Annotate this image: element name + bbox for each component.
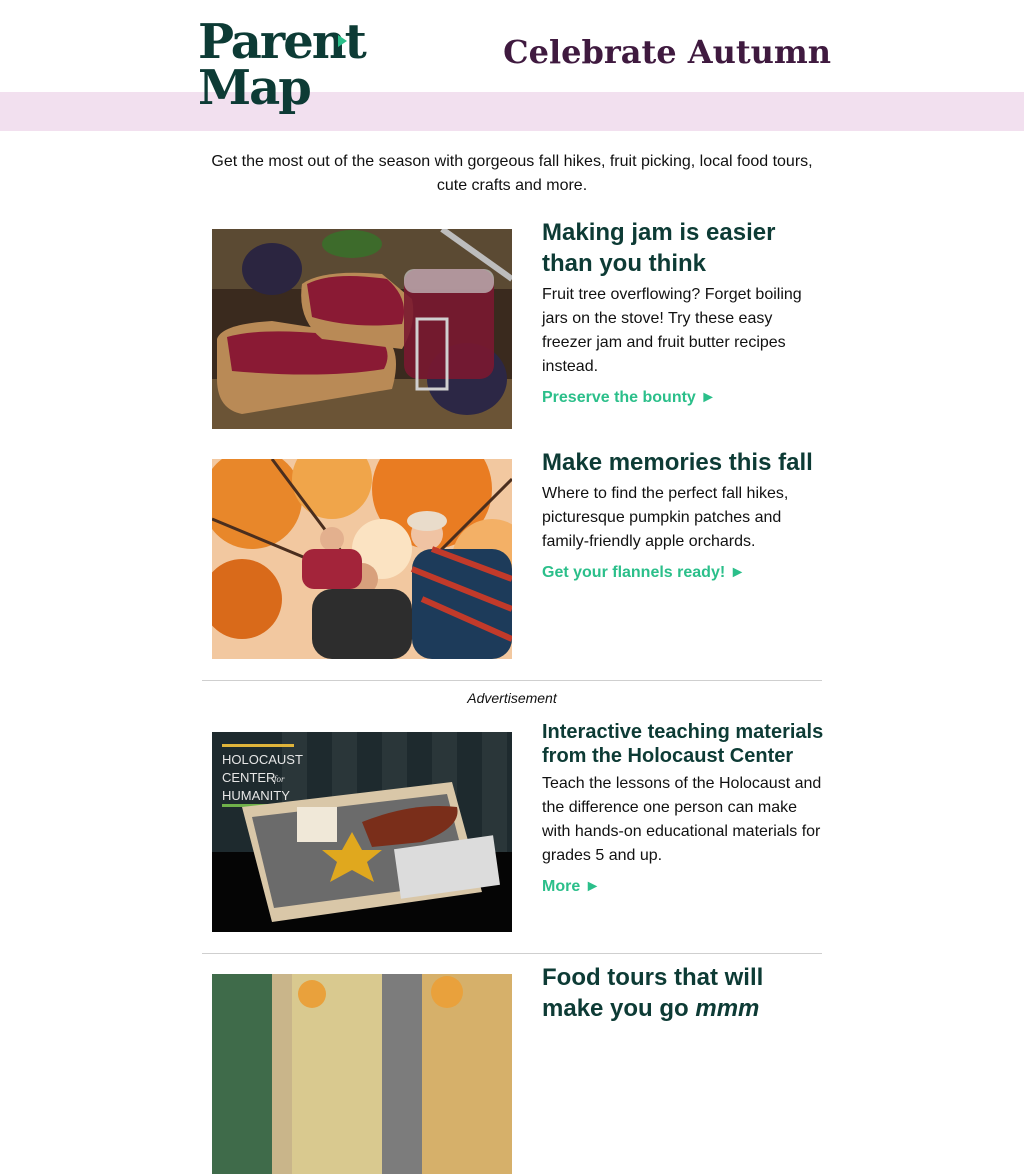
divider <box>202 680 822 681</box>
article-description: Where to find the perfect fall hikes, picturesque pumpkin patches and family-friendly apple orchards. <box>542 485 789 550</box>
jam-image[interactable] <box>212 229 512 429</box>
article-title[interactable] <box>542 962 826 1024</box>
article-description: Teach the lessons of the Holocaust and the difference one person can make with hands-on educational materials for grades 5 and up. <box>542 775 822 864</box>
logo-text-holocaust: HOLOCAUST <box>222 752 303 767</box>
logo-play-icon <box>338 35 347 47</box>
advertisement-label: Advertisement <box>467 690 557 706</box>
more-link[interactable]: More ► <box>542 878 601 895</box>
article-title[interactable]: Make memories this fall <box>542 449 813 476</box>
logo-text-humanity: HUMANITY <box>222 788 290 803</box>
logo-text-for: for <box>274 774 285 784</box>
page-headline: Celebrate Autumn <box>503 33 831 71</box>
logo-word-map: Map <box>198 60 310 116</box>
food-tour-image[interactable] <box>212 974 512 1174</box>
article-description: Fruit tree overflowing? Forget boiling jars on the stove! Try these easy freezer jam and fruit butter recipes instead. <box>542 286 802 375</box>
article-title[interactable]: Making jam is easier than you think <box>542 219 776 277</box>
divider <box>202 953 822 954</box>
holocaust-center-image[interactable] <box>212 732 512 932</box>
article-title-emphasis: mmm <box>695 995 760 1022</box>
logo-text-center: CENTER <box>222 770 276 785</box>
article-title[interactable]: Interactive teaching materials from the Holocaust Center <box>542 721 824 767</box>
intro-text: Get the most out of the season with gorgeous fall hikes, fruit picking, local food tours, cute crafts and more. <box>211 153 813 194</box>
parentmap-logo[interactable] <box>198 14 365 124</box>
preserve-bounty-link[interactable]: Preserve the bounty ► <box>542 389 717 406</box>
flannels-link[interactable]: Get your flannels ready! ► <box>542 564 746 581</box>
logo-word-parent: Parent <box>198 14 365 70</box>
fall-family-image[interactable] <box>212 459 512 659</box>
header-band <box>0 92 1024 131</box>
article-title-text: Food tours that will make you go <box>542 964 764 1022</box>
